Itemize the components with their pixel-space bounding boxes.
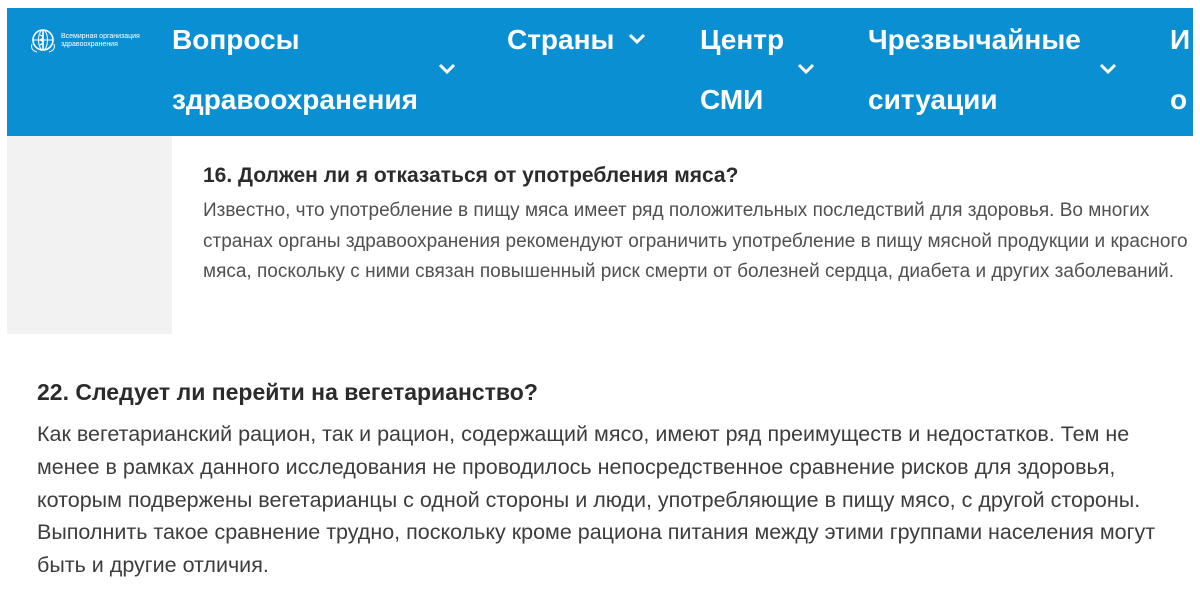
nav-item-label: Вопросы (172, 24, 300, 55)
nav-item-label: СМИ (700, 84, 764, 115)
nav-item-about[interactable] (1170, 10, 1190, 130)
faq-section (37, 372, 1187, 582)
logo-text (61, 33, 141, 49)
nav-item-media-centre[interactable] (700, 10, 784, 130)
nav-item-label: Центр (700, 24, 785, 55)
quoted-faq-heading: 16. Должен ли я отказаться от употребления мяса? (203, 164, 739, 187)
faq-body: Как вегетарианский рацион, так и рацион, содержащий мясо, имеют ряд преимуществ и недостатков. Тем не менее в рамках данного исследования не проводилось непосредственное сравнение рисков для здоровья, которым подвержены вегетарианцы с одной стороны и люди, употребляющие в пищу мясо, с другой стороны. Выполнить такое сравнение трудно, поскольку кроме рациона питания между этими группами населения могут быть и другие отличия. (37, 422, 1156, 578)
chevron-down-icon[interactable] (628, 33, 646, 45)
nav-item-health-topics[interactable] (172, 10, 418, 130)
chevron-down-icon[interactable] (1099, 63, 1117, 75)
nav-item-label: о (1170, 84, 1188, 115)
logo-text-line2: здравоохранения (61, 41, 118, 48)
sidebar-background (7, 136, 172, 334)
nav-item-emergencies[interactable] (868, 10, 1081, 130)
nav-item-label: Чрезвычайные (868, 24, 1081, 55)
nav-item-label: ситуации (868, 84, 998, 115)
nav-item-label: Страны (507, 24, 615, 55)
nav-item-countries[interactable] (507, 10, 614, 70)
chevron-down-icon[interactable] (438, 63, 456, 75)
faq-heading: 22. Следует ли перейти на вегетарианство? (37, 379, 538, 405)
logo-text-line1: Всемирная организация (61, 33, 140, 40)
nav-item-label: здравоохранения (172, 84, 418, 115)
who-logo[interactable] (29, 28, 141, 54)
quoted-faq-section (203, 158, 1188, 288)
nav-item-label: И (1170, 24, 1191, 55)
chevron-down-icon[interactable] (797, 63, 815, 75)
who-emblem-icon (29, 28, 57, 54)
top-navigation-bar (7, 8, 1193, 136)
quoted-faq-body: Известно, что употребление в пищу мяса имеет ряд положительных последствий для здоровья. Во многих странах органы здравоохранения рекомендуют ограничить употребление в пищу мясной продукции и красного мяса, поскольку с ними связан повышенный риск смерти от болезней сердца, диабета и других заболеваний. (203, 200, 1188, 282)
